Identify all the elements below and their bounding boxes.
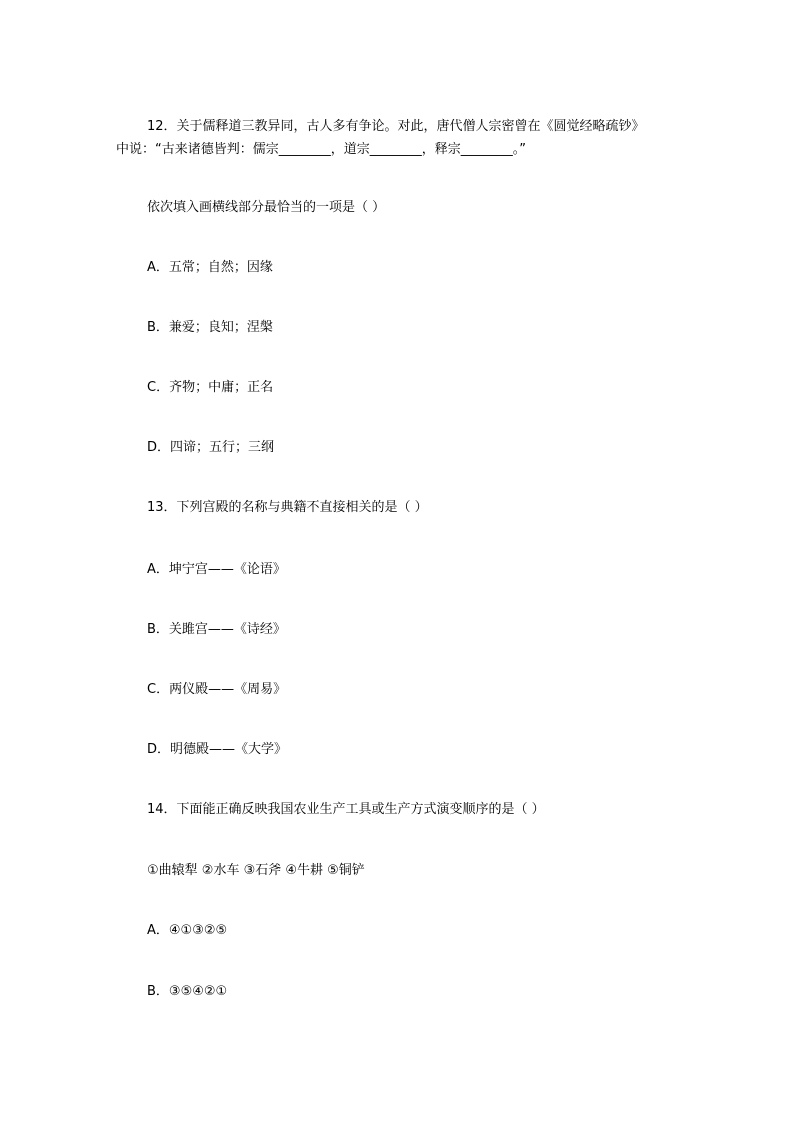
question-13-option-a: A．坤宁宫——《论语》 xyxy=(147,562,286,577)
question-12-stem-line-1: 12．关于儒释道三教异同，古人多有争论。对此，唐代僧人宗密曾在《圆觉经略疏钞》 xyxy=(147,119,645,134)
question-12-option-b: B．兼爱；良知；涅槃 xyxy=(147,320,273,335)
question-14-stem: 14．下面能正确反映我国农业生产工具或生产方式演变顺序的是（ ） xyxy=(147,802,545,817)
question-14-option-a: A．④①③②⑤ xyxy=(147,923,228,938)
question-12-prompt: 依次填入画横线部分最恰当的一项是（ ） xyxy=(147,200,386,215)
question-13-stem: 13．下列宫殿的名称与典籍不直接相关的是（ ） xyxy=(147,500,428,515)
question-12-stem-line-2: 中说：“古来诸德皆判：儒宗________，道宗________，释宗________。” xyxy=(116,142,526,157)
question-12-option-a: A．五常；自然；因缘 xyxy=(147,260,273,275)
question-13-option-c: C．两仪殿——《周易》 xyxy=(147,682,287,697)
question-14-items: ①曲辕犁 ②水车 ③石斧 ④牛耕 ⑤铜铲 xyxy=(147,863,365,878)
question-13-option-b: B．关雎宫——《诗经》 xyxy=(147,622,286,637)
question-12-option-c: C．齐物；中庸；正名 xyxy=(147,380,274,395)
question-12-option-d: D．四谛；五行；三纲 xyxy=(147,440,275,455)
question-13-option-d: D．明德殿——《大学》 xyxy=(147,742,288,757)
question-14-option-b: B．③⑤④②① xyxy=(147,984,228,999)
